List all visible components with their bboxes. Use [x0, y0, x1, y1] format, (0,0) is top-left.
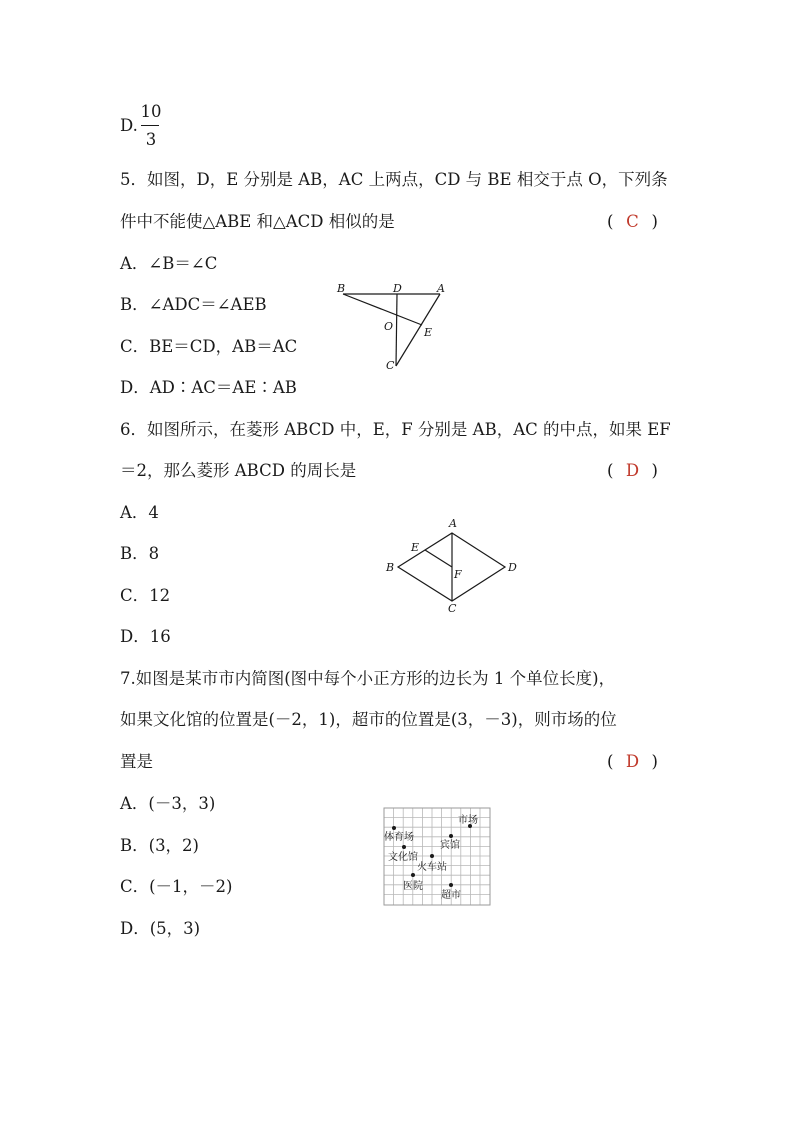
q6-answer	[607, 461, 658, 481]
q6-stem-line1: 6．如图所示，在菱形 ABCD 中，E，F 分别是 AB，AC 的中点，如果 EF	[120, 420, 671, 439]
q7-option-d: D．(5，3)	[120, 919, 201, 938]
paren-close: )	[651, 212, 658, 231]
q4-option-d-denominator: 3	[145, 130, 157, 149]
hotel-label: 宾馆	[440, 840, 460, 851]
q5-option-c: C．BE＝CD，AB＝AC	[120, 337, 298, 356]
q7-stem-line3: 置是	[120, 752, 153, 771]
q7-answer	[607, 752, 658, 772]
q4-option-d-label: D.	[120, 116, 138, 135]
paren-close: )	[651, 461, 658, 480]
q5-stem-line2: 件中不能使△ABE 和△ACD 相似的是	[120, 212, 395, 231]
label-F: F	[454, 568, 462, 581]
paren-open: (	[607, 461, 614, 480]
fraction-bar	[141, 125, 159, 126]
label-A: A	[437, 282, 445, 295]
q7-stem-line1: 7.如图是某市市内简图(图中每个小正方形的边长为 1 个单位长度)，	[120, 669, 616, 688]
label-E: E	[411, 541, 420, 554]
q6-answer-letter: D	[625, 461, 640, 480]
q7-city-map	[383, 807, 492, 907]
q5-triangle-figure	[330, 278, 455, 378]
q7-option-c: C．(－1，－2)	[120, 877, 233, 896]
q4-option-d-numerator: 10	[140, 102, 162, 121]
q7-answer-letter: D	[625, 752, 640, 771]
train-station-dot	[430, 854, 434, 858]
stadium-dot	[392, 826, 396, 830]
label-C: C	[448, 602, 457, 615]
q5-option-a: A．∠B＝∠C	[120, 254, 218, 273]
q5-answer	[607, 212, 658, 232]
q6-option-d: D．16	[120, 627, 171, 646]
hospital-label: 医院	[403, 881, 423, 892]
q6-option-a: A．4	[120, 503, 159, 522]
q7-stem-line2: 如果文化馆的位置是(－2，1)，超市的位置是(3，－3)，则市场的位	[120, 710, 617, 729]
q5-answer-letter: C	[626, 212, 639, 231]
hotel-dot	[449, 834, 453, 838]
paren-close: )	[651, 752, 658, 771]
label-C: C	[386, 359, 395, 372]
q6-stem-line2: ＝2，那么菱形 ABCD 的周长是	[120, 461, 357, 480]
culture-hall-dot	[402, 845, 406, 849]
paren-open: (	[607, 752, 614, 771]
stadium-label: 体育场	[384, 832, 414, 843]
hospital-dot	[411, 873, 415, 877]
train-station-label: 火车站	[417, 862, 447, 873]
label-D: D	[508, 561, 517, 574]
q7-option-b: B．(3，2)	[120, 836, 199, 855]
q7-option-a: A．(－3，3)	[120, 794, 216, 813]
label-B: B	[386, 561, 395, 574]
label-A: A	[449, 517, 457, 530]
supermarket-label: 超市	[441, 890, 461, 901]
q6-rhombus-figure	[380, 514, 525, 618]
q6-option-c: C．12	[120, 586, 171, 605]
q5-option-d: D．AD∶AC＝AE∶AB	[120, 378, 297, 397]
q5-option-b: B．∠ADC＝∠AEB	[120, 295, 267, 314]
q5-stem-line1: 5．如图，D，E 分别是 AB，AC 上两点，CD 与 BE 相交于点 O，下列条	[120, 170, 668, 189]
label-B: B	[337, 282, 346, 295]
q6-option-b: B．8	[120, 544, 160, 563]
culture-hall-label: 文化馆	[388, 852, 418, 863]
market-label: 市场	[458, 815, 478, 826]
supermarket-dot	[449, 883, 453, 887]
label-E: E	[424, 326, 433, 339]
label-O: O	[384, 320, 394, 333]
paren-open: (	[607, 212, 614, 231]
label-D: D	[393, 282, 402, 295]
